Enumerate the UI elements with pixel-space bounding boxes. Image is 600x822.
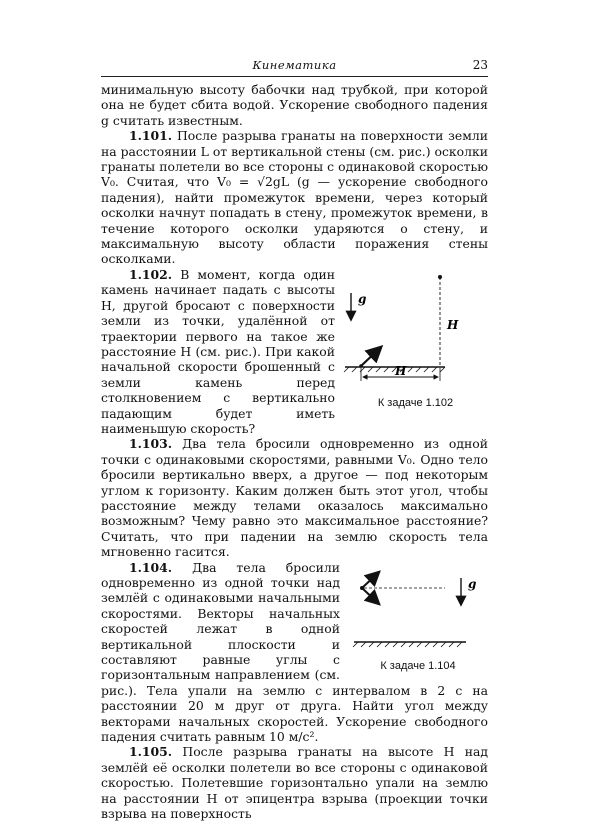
figure-1-104-drawing — [348, 566, 488, 658]
figure-caption: К задаче 1.102 — [377, 396, 454, 409]
problem-number: 1.104. — [129, 559, 173, 575]
problem-1-105 — [101, 744, 488, 821]
problem-1-101 — [101, 128, 488, 267]
intro-paragraph: минимальную высоту бабочки над трубкой, при которой она не будет сбита водой. Ускорение свободного падения g считать известным. — [101, 82, 488, 128]
initial-velocity-arrow — [361, 348, 380, 366]
problem-number: 1.105. — [129, 744, 173, 760]
problem-text: В момент, когда один камень начинает падать с высоты H, другой бросают с поверхности земли из точки, удалённой от траектории первого на такое же расстояние H (см. рис.). При какой начальной скорости брошенный с земли камень перед столкновением с вертикально падающим будет иметь наименьшую скорость? — [101, 266, 335, 436]
figure-1-102 — [343, 271, 488, 414]
problem-number: 1.102. — [129, 266, 173, 282]
label-H-horizontal: H — [395, 363, 407, 378]
figure-caption: К задаче 1.104 — [380, 659, 456, 672]
velocity-arrow-down — [362, 588, 378, 603]
page-number: 23 — [472, 58, 488, 72]
problem-1-103 — [101, 436, 488, 559]
figure-1-104 — [348, 566, 488, 676]
running-header — [101, 58, 488, 77]
label-g: g — [358, 291, 367, 306]
problem-text: После разрыва гранаты на поверхности земли на расстоянии L от вертикальной стены (см. рис.) осколки гранаты полетели во все стороны с одинаковой скоростью V₀. Считая, что V₀ = √2gL (g — ускорение свободного падения), найти промежуток времени, через который осколки начнут попадать в стену, промежуток времени, в течение которого осколки ударяются о стену, и максимальную высоту области поражения стены осколками. — [101, 128, 488, 267]
problem-text: Два тела бросили одновременно из одной точки над землёй с одинаковыми начальными скоростями. Векторы начальных скоростей лежат в одной вертикальной плоскости и составляют равные углы с горизонтальным направлением (см. рис.). Тела упали на землю с интервалом в 2 с на расстоянии 20 м друг от друга. Найти угол между векторами начальных скоростей. Ускорение свободного падения считать равным 10 м/с². — [101, 559, 488, 745]
label-H-vertical: H — [447, 317, 459, 332]
figure-1-102-drawing — [343, 271, 488, 395]
label-g: g — [468, 576, 477, 591]
page-body — [101, 82, 488, 822]
chapter-title: Кинематика — [252, 58, 337, 72]
problem-text: Два тела бросили одновременно из одной точки с одинаковыми скоростями, равными V₀. Одно тело бросили вертикально вверх, а другое — под некоторым углом к горизонту. Каким должен быть этот угол, чтобы расстояние между телами оказалось максимально возможным? Чему равно это максимальное расстояние? Считать, что при падении на землю скорость тела мгновенно гасится. — [101, 436, 488, 560]
problem-number: 1.103. — [129, 436, 173, 452]
problem-number: 1.101. — [129, 128, 173, 144]
problem-text: После разрыва гранаты на высоте H над землёй её осколки полетели во все стороны с одинаковой скоростью. Полетевшие горизонтально упали на землю на расстоянии H от эпицентра взрыва (проекции точки взрыва на поверхность — [101, 744, 488, 822]
velocity-arrow-up — [362, 573, 378, 588]
